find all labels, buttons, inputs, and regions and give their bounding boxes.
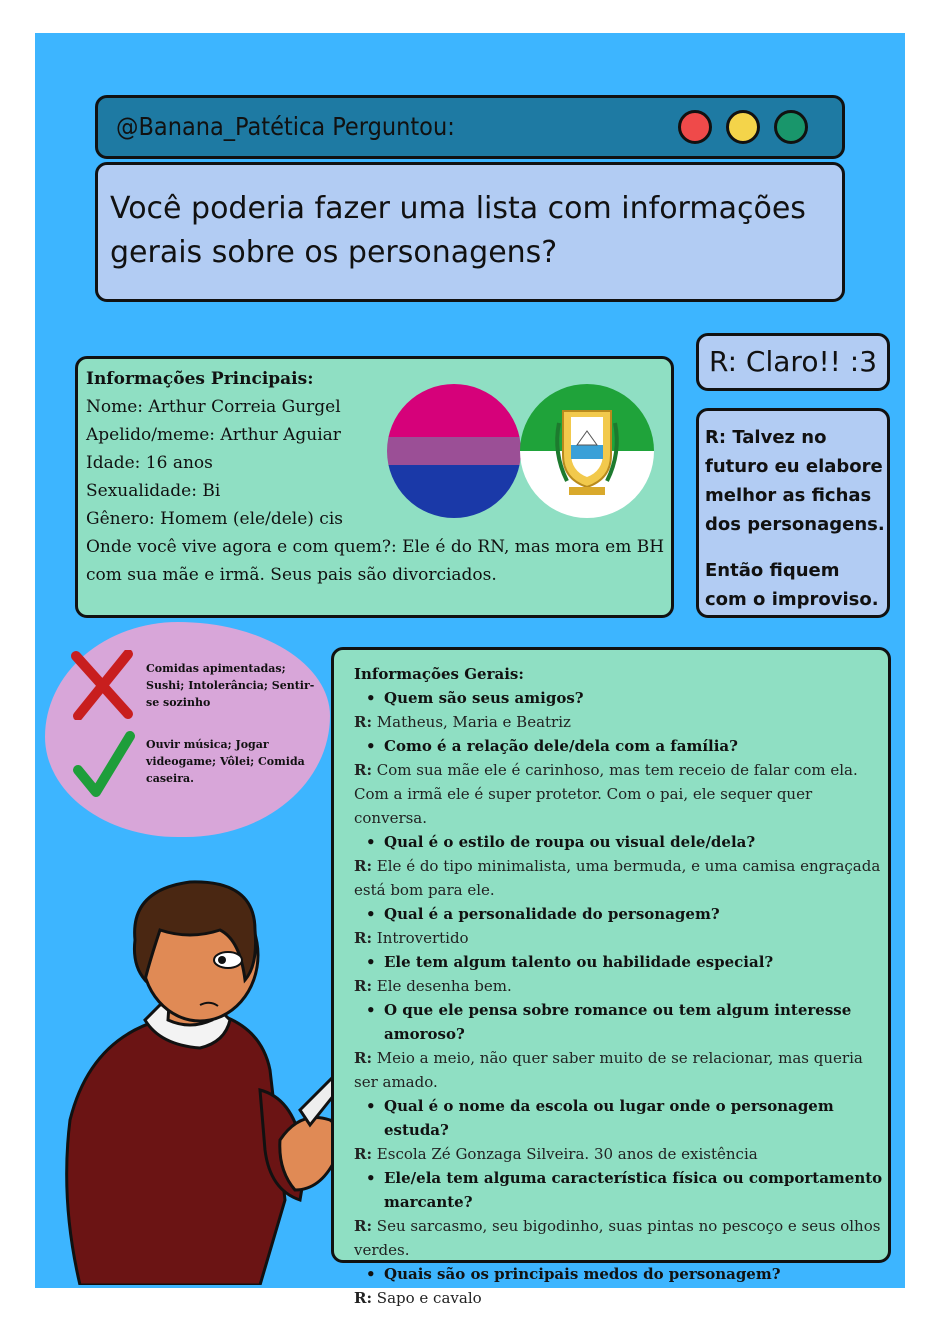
- answer-label: R:: [354, 761, 373, 779]
- note-paragraph-2: Então fiquem com o improviso.: [705, 560, 879, 610]
- rn-state-flag-icon: [519, 383, 655, 519]
- sexuality-line: Sexualidade: Bi: [86, 481, 221, 501]
- general-question: • Ele tem algum talento ou habilidade especial?: [354, 950, 884, 974]
- general-question: • Como é a relação dele/dela com a família?: [354, 734, 884, 758]
- answer-text: Matheus, Maria e Beatriz: [376, 713, 571, 731]
- general-answer: [354, 758, 884, 830]
- answer-text: Seu sarcasmo, seu bigodinho, suas pintas no pescoço e seus olhos verdes.: [354, 1217, 881, 1259]
- general-question: • Qual é o estilo de roupa ou visual dele/dela?: [354, 830, 884, 854]
- window-titlebar: [95, 95, 845, 159]
- answer-text: Introvertido: [376, 929, 469, 947]
- living-line: Onde você vive agora e com quem?: Ele é do RN, mas mora em BH com sua mãe e irmã. Seus pais são divorciados.: [86, 537, 665, 585]
- answer-label: R:: [354, 857, 373, 875]
- question-text: Você poderia fazer uma lista com informações gerais sobre os personagens?: [110, 191, 806, 270]
- general-answer: [354, 926, 884, 950]
- general-answer: [354, 974, 884, 998]
- green-dot-icon[interactable]: [774, 110, 808, 144]
- red-dot-icon[interactable]: [678, 110, 712, 144]
- answer-text: Com sua mãe ele é carinhoso, mas tem receio de falar com ela. Com a irmã ele é super protetor. Com o pai, ele sequer quer conversa.: [354, 761, 858, 827]
- answer-label: R:: [354, 713, 373, 731]
- answer-text: R: Claro!! :3: [709, 345, 878, 378]
- age-line: Idade: 16 anos: [86, 453, 213, 473]
- general-answer: [354, 854, 884, 902]
- question-panel: [95, 162, 845, 302]
- check-mark-icon: [72, 730, 136, 798]
- answer-text: Sapo e cavalo: [376, 1289, 482, 1307]
- general-question: • O que ele pensa sobre romance ou tem algum interesse amoroso?: [354, 998, 884, 1046]
- general-answer: [354, 710, 884, 734]
- answer-text: Escola Zé Gonzaga Silveira. 30 anos de existência: [376, 1145, 758, 1163]
- main-info-panel: [75, 356, 674, 618]
- general-answer: [354, 1046, 884, 1094]
- general-question: • Qual é a personalidade do personagem?: [354, 902, 884, 926]
- answer-text: Meio a meio, não quer saber muito de se relacionar, mas queria ser amado.: [354, 1049, 863, 1091]
- yellow-dot-icon[interactable]: [726, 110, 760, 144]
- answer-panel: [696, 333, 890, 391]
- name-line: Nome: Arthur Correia Gurgel: [86, 397, 341, 417]
- nickname-line: Apelido/meme: Arthur Aguiar: [86, 425, 341, 445]
- character-illustration: [50, 870, 350, 1285]
- answer-label: R:: [354, 1217, 373, 1235]
- general-question: • Quem são seus amigos?: [354, 686, 884, 710]
- answer-label: R:: [354, 929, 373, 947]
- general-answer: [354, 1286, 884, 1310]
- general-info-panel: [331, 647, 891, 1307]
- answer-label: R:: [354, 1049, 373, 1067]
- general-answer: [354, 1142, 884, 1166]
- answer-label: R:: [354, 1289, 373, 1307]
- answer-label: R:: [354, 977, 373, 995]
- bi-flag-icon: [386, 383, 522, 519]
- note-paragraph-1: R: Talvez no futuro eu elabore melhor as fichas dos personagens.: [705, 427, 885, 535]
- answer-text: Ele é do tipo minimalista, uma bermuda, e uma camisa engraçada está bom para ele.: [354, 857, 881, 899]
- note-panel: [696, 408, 890, 618]
- main-info-heading: Informações Principais:: [86, 369, 314, 389]
- general-info-heading: Informações Gerais:: [354, 665, 524, 683]
- general-question: • Ele/ela tem alguma característica física ou comportamento marcante?: [354, 1166, 884, 1214]
- answer-label: R:: [354, 1145, 373, 1163]
- general-question: • Quais são os principais medos do personagem?: [354, 1262, 884, 1286]
- window-title: @Banana_Patética Perguntou:: [116, 112, 455, 141]
- dislikes-text: Comidas apimentadas; Sushi; Intolerância; Sentir-se sozinho: [146, 662, 315, 709]
- x-mark-icon: [70, 650, 134, 720]
- gender-line: Gênero: Homem (ele/dele) cis: [86, 509, 343, 529]
- likes-text: Ouvir música; Jogar videogame; Vôlei; Comida caseira.: [146, 738, 305, 785]
- general-question: • Qual é o nome da escola ou lugar onde o personagem estuda?: [354, 1094, 884, 1142]
- answer-text: Ele desenha bem.: [376, 977, 512, 995]
- general-answer: [354, 1214, 884, 1262]
